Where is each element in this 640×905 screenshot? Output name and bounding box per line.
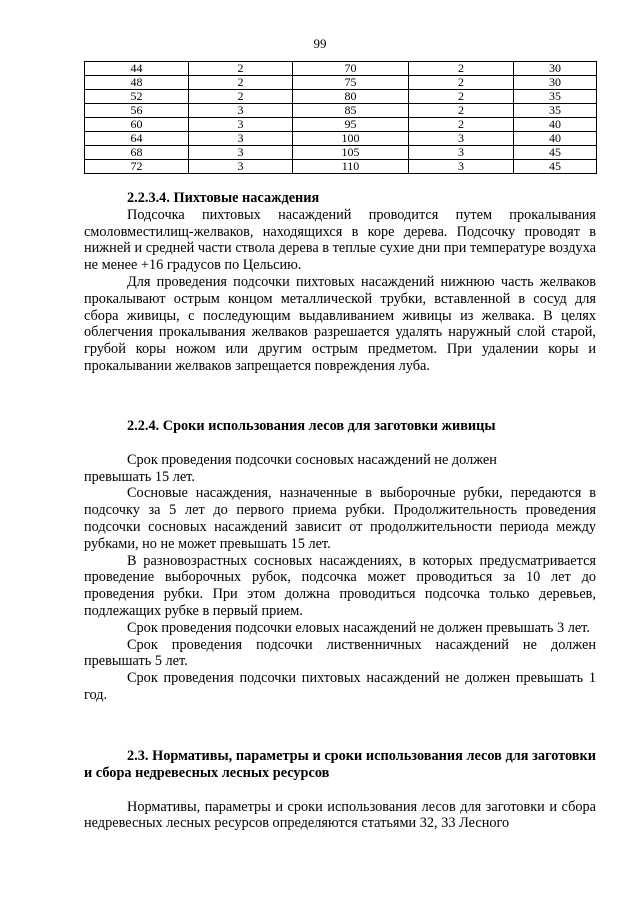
table-row xyxy=(85,160,597,174)
table-cell: 3 xyxy=(409,132,514,146)
table-cell: 40 xyxy=(514,118,597,132)
section-terms xyxy=(84,418,596,704)
paragraph: Срок проведения подсочки пихтовых насаждений не должен превышать 1 год. xyxy=(84,670,596,703)
table-cell: 3 xyxy=(409,160,514,174)
table-cell: 85 xyxy=(293,104,409,118)
table-cell: 2 xyxy=(409,118,514,132)
table-cell: 3 xyxy=(189,118,293,132)
section-heading: 2.2.4. Сроки использования лесов для заготовки живицы xyxy=(127,418,496,434)
table-row xyxy=(85,146,597,160)
table-cell: 72 xyxy=(85,160,189,174)
table-cell: 3 xyxy=(409,146,514,160)
table-cell: 70 xyxy=(293,62,409,76)
table-cell: 30 xyxy=(514,76,597,90)
table-cell: 35 xyxy=(514,90,597,104)
section-fir xyxy=(84,190,596,375)
table-cell: 3 xyxy=(189,132,293,146)
section-heading: 2.3. Нормативы, параметры и сроки использования лесов для заготовки и сбора недревесных лесных ресурсов xyxy=(84,748,596,781)
paragraph: Срок проведения подсочки сосновых насаждений не должен превышать 15 лет. xyxy=(84,451,497,485)
paragraph: В разновозрастных сосновых насаждениях, в которых предусматривается проведение выборочных рубок, подсочка может проводиться за 10 лет до проведения рубки. При этом должна проводиться подсочка только деревьев, подлежащих рубке в первый прием. xyxy=(84,552,596,619)
table-cell: 3 xyxy=(189,104,293,118)
table-cell: 2 xyxy=(409,104,514,118)
section-norms xyxy=(84,748,596,832)
table-cell: 35 xyxy=(514,104,597,118)
table-row xyxy=(85,104,597,118)
table-cell: 100 xyxy=(293,132,409,146)
table-row xyxy=(85,62,597,76)
table-cell: 64 xyxy=(85,132,189,146)
table-row xyxy=(85,132,597,146)
table-row xyxy=(85,118,597,132)
section-heading: 2.2.3.4. Пихтовые насаждения xyxy=(127,190,320,206)
table-cell: 2 xyxy=(189,76,293,90)
table-cell: 2 xyxy=(409,90,514,104)
table-cell: 3 xyxy=(189,146,293,160)
table-cell: 68 xyxy=(85,146,189,160)
paragraph: Сосновые насаждения, назначенные в выборочные рубки, передаются в подсочку за 5 лет до первого приема рубки. Продолжительность проведения подсочки сосновых насаждений зависит от продолжительности периода между рубками, но не может превышать 15 лет. xyxy=(84,485,596,552)
table-cell: 30 xyxy=(514,62,597,76)
data-table xyxy=(84,61,597,174)
table-cell: 40 xyxy=(514,132,597,146)
table-cell: 2 xyxy=(409,62,514,76)
table-cell: 80 xyxy=(293,90,409,104)
table-cell: 110 xyxy=(293,160,409,174)
paragraph: Срок проведения подсочки еловых насаждений не должен превышать 3 лет. xyxy=(127,619,590,636)
page-number: 99 xyxy=(313,36,327,51)
table-cell: 60 xyxy=(85,118,189,132)
table-cell: 3 xyxy=(189,160,293,174)
table-cell: 2 xyxy=(189,90,293,104)
table-row xyxy=(85,76,597,90)
table-cell: 45 xyxy=(514,146,597,160)
table-cell: 56 xyxy=(85,104,189,118)
paragraph: Нормативы, параметры и сроки использования лесов для заготовки и сбора недревесных лесных ресурсов определяются статьями 32, 33 Лесного xyxy=(84,798,596,832)
paragraph: Срок проведения подсочки лиственничных насаждений не должен превышать 5 лет. xyxy=(84,636,596,670)
paragraph: Для проведения подсочки пихтовых насаждений нижнюю часть желваков прокалывают острым концом металлической трубки, вставленной в сосуд для сбора живицы, с последующим выдавливанием живицы из желвака. В целях облегчения прокалывания желваков разрешается удалять наружный слой старой, грубой коры ножом или другим острым предметом. При удалении коры и прокалывании желваков запрещается повреждения луба. xyxy=(84,273,596,374)
paragraph: Подсочка пихтовых насаждений проводится путем прокалывания смоловместилищ-желваков, находящихся в коре дерева. Подсочку проводят в нижней и средней части ствола дерева в теплые сухие дни при температуре воздуха не менее +16 градусов по Цельсию. xyxy=(84,206,596,274)
table-cell: 2 xyxy=(409,76,514,90)
table-cell: 95 xyxy=(293,118,409,132)
table-cell: 48 xyxy=(85,76,189,90)
table-cell: 44 xyxy=(85,62,189,76)
table-cell: 45 xyxy=(514,160,597,174)
table-cell: 75 xyxy=(293,76,409,90)
table-cell: 52 xyxy=(85,90,189,104)
table-cell: 105 xyxy=(293,146,409,160)
table-cell: 2 xyxy=(189,62,293,76)
table-row xyxy=(85,90,597,104)
